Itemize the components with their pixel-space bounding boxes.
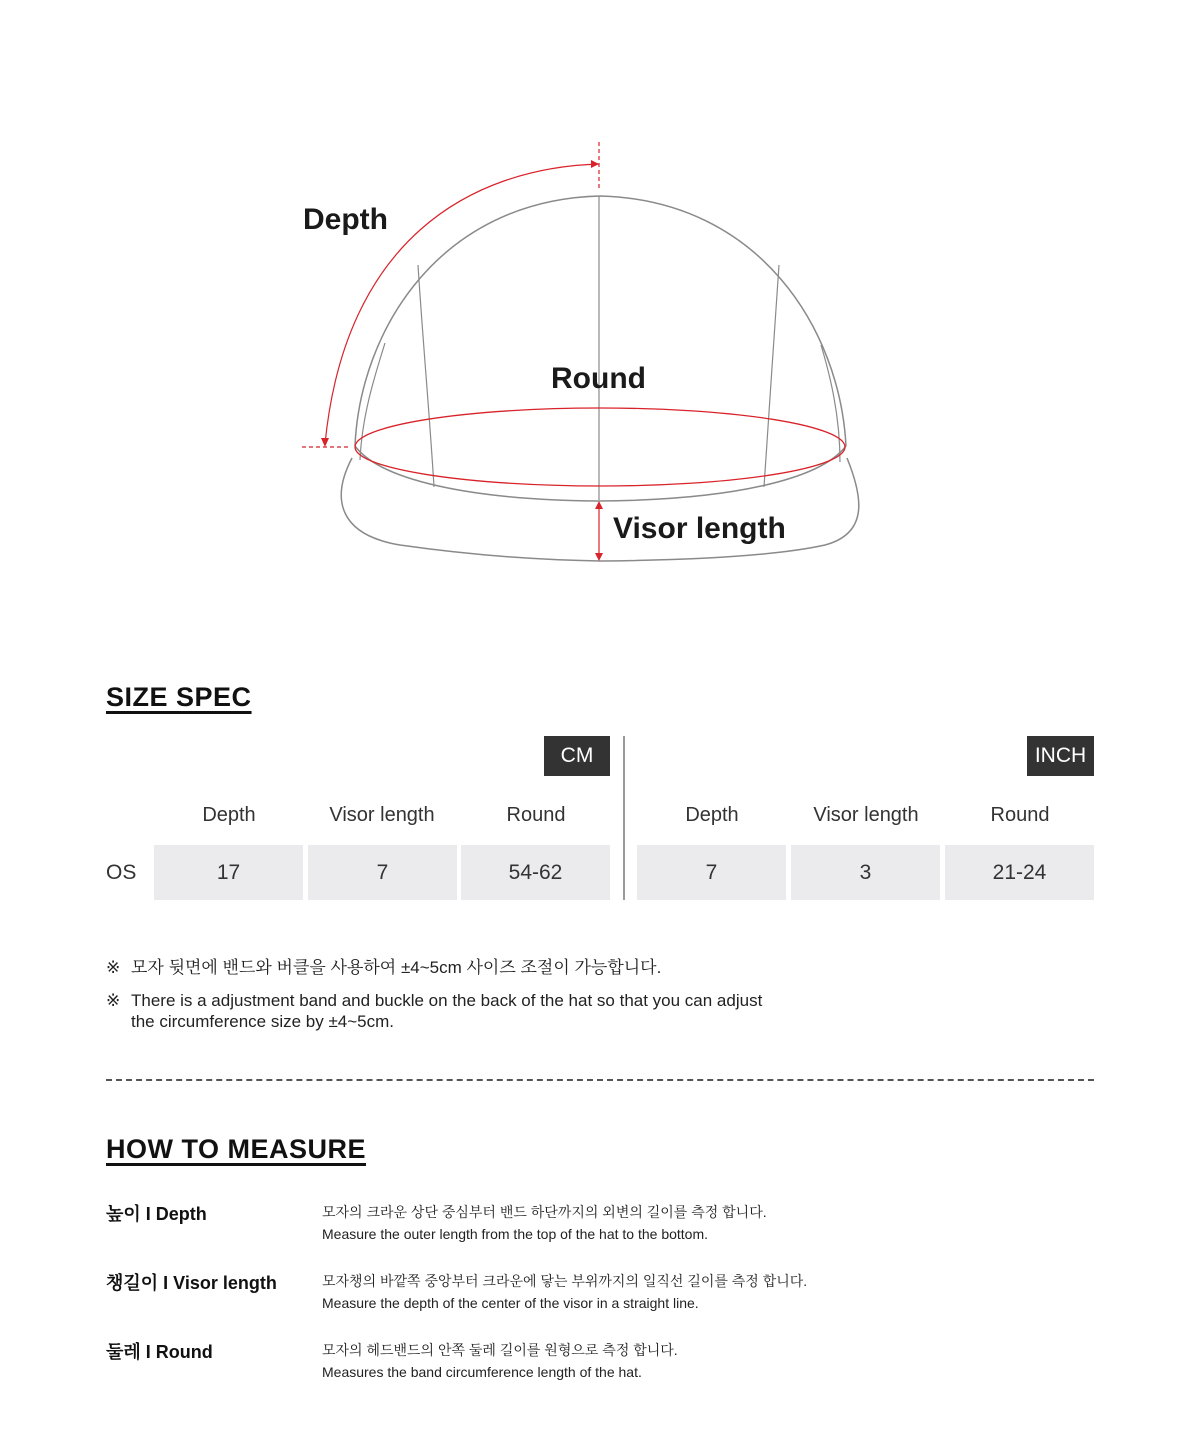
measure-term-round: 둘레 I Round — [106, 1342, 213, 1362]
cap-measurement-diagram — [0, 0, 1200, 620]
visor-arrow-top — [595, 501, 603, 509]
how-to-measure-title: HOW TO MEASURE — [106, 1134, 367, 1164]
depth-label: Depth — [303, 203, 388, 236]
inch-col-visor: Visor length — [813, 804, 919, 826]
size-row-label: OS — [106, 861, 137, 884]
depth-arrow-bottom — [321, 438, 329, 447]
cm-col-depth: Depth — [202, 804, 256, 826]
inch-visor-value: 3 — [791, 845, 940, 900]
cm-round-value: 54-62 — [461, 845, 610, 900]
measure-term-depth: 높이 I Depth — [106, 1204, 207, 1224]
note-korean-text: 모자 뒷면에 밴드와 버클을 사용하여 ±4~5cm 사이즈 조절이 가능합니다. — [131, 958, 662, 977]
unit-cm-badge: CM — [544, 736, 610, 776]
inch-col-depth: Depth — [685, 804, 739, 826]
measure-desc-visor-ko: 모자챙의 바깥쪽 중앙부터 크라운에 닿는 부위까지의 일직선 길이를 측정 합니다. — [322, 1273, 808, 1289]
measure-desc-depth-en: Measure the outer length from the top of the hat to the bottom. — [322, 1226, 709, 1242]
note-mark: ※ — [106, 958, 121, 977]
cm-visor-value: 7 — [308, 845, 457, 900]
cm-col-visor: Visor length — [329, 804, 435, 826]
note-mark: ※ — [106, 991, 121, 1010]
inch-depth-value: 7 — [637, 845, 786, 900]
round-measure-ellipse — [355, 408, 845, 486]
unit-inch-badge: INCH — [1027, 736, 1094, 776]
measure-desc-visor-en: Measure the depth of the center of the visor in a straight line. — [322, 1295, 699, 1311]
cm-col-round: Round — [506, 804, 566, 826]
unit-separator — [623, 736, 625, 900]
cap-seam-right-outer — [821, 345, 840, 462]
measure-desc-depth-ko: 모자의 크라운 상단 중심부터 밴드 하단까지의 외변의 길이를 측정 합니다. — [322, 1204, 767, 1220]
measure-desc-round-en: Measures the band circumference length of the hat. — [322, 1364, 642, 1380]
note-english — [106, 990, 762, 1032]
note-korean — [106, 957, 661, 978]
measure-desc-round-ko: 모자의 헤드밴드의 안쪽 둘레 길이를 원형으로 측정 합니다. — [322, 1342, 678, 1358]
round-label: Round — [551, 362, 646, 395]
visor-length-label: Visor length — [613, 512, 786, 545]
section-divider — [106, 1079, 1094, 1081]
size-spec-title: SIZE SPEC — [106, 682, 252, 712]
inch-round-value: 21-24 — [945, 845, 1094, 900]
inch-col-round: Round — [990, 804, 1050, 826]
cm-depth-value: 17 — [154, 845, 303, 900]
cap-band-bottom — [355, 446, 846, 501]
cap-seam-right-inner — [764, 265, 779, 487]
cap-seam-left-inner — [418, 265, 434, 487]
measure-term-visor: 챙길이 I Visor length — [106, 1273, 277, 1293]
visor-arrow-bottom — [595, 553, 603, 561]
depth-arrow-top — [591, 160, 599, 168]
note-english-line2: the circumference size by ±4~5cm. — [131, 1012, 395, 1031]
note-english-line1: There is a adjustment band and buckle on the back of the hat so that you can adjust — [131, 991, 763, 1010]
